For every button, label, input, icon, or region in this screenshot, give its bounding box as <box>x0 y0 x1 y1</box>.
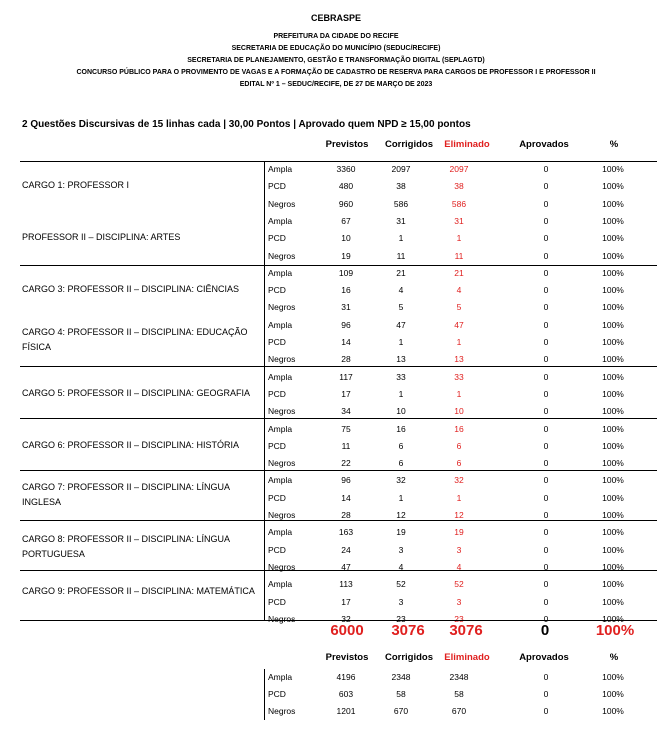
summary-column-divider <box>264 669 265 720</box>
value-cell: 100% <box>602 492 624 503</box>
value-cell: 2097 <box>391 164 411 174</box>
category-cell: Ampla <box>268 164 293 174</box>
category-cell: Ampla <box>268 672 293 682</box>
value-cell: 96 <box>341 319 351 330</box>
category-cell: PCD <box>268 181 286 192</box>
value-cell: 960 <box>338 198 354 209</box>
value-cell: 100% <box>602 164 624 174</box>
value-cell: 0 <box>543 250 549 261</box>
value-cell: 31 <box>341 302 351 313</box>
value-cell: 100% <box>602 319 624 330</box>
value-cell: 0 <box>543 388 549 399</box>
value-cell: 1 <box>456 388 462 399</box>
value-cell: 100% <box>602 354 624 365</box>
col2-corrigidos: Corrigidos <box>384 652 434 663</box>
value-cell: 10 <box>396 406 406 417</box>
value-cell: 21 <box>396 267 406 278</box>
value-cell: 163 <box>338 527 354 538</box>
value-cell: 100% <box>602 302 624 313</box>
table-row <box>266 542 656 559</box>
group-divider <box>20 418 657 419</box>
category-cell: Negros <box>268 510 296 520</box>
value-cell: 32 <box>454 475 464 486</box>
value-cell: 100% <box>602 672 624 682</box>
category-cell: PCD <box>268 337 286 347</box>
value-cell: 100% <box>602 544 624 555</box>
value-cell: 5 <box>456 302 462 313</box>
value-cell: 10 <box>454 406 464 417</box>
value-cell: 1 <box>398 492 404 503</box>
table-row <box>266 196 656 213</box>
value-cell: 4 <box>456 561 462 572</box>
category-cell: Ampla <box>268 319 293 330</box>
table-row <box>266 421 656 438</box>
value-cell: 17 <box>341 596 351 607</box>
value-cell: 1 <box>398 233 404 244</box>
value-cell: 5 <box>398 302 404 313</box>
category-cell: Ampla <box>268 215 293 226</box>
value-cell: 47 <box>396 319 406 330</box>
value-cell: 113 <box>339 579 353 590</box>
value-cell: 4 <box>398 561 404 572</box>
category-cell: Negros <box>268 613 296 624</box>
value-cell: 670 <box>393 706 409 716</box>
group-divider <box>20 265 657 266</box>
cargo-label: CARGO 8: PROFESSOR II – DISCIPLINA: LÍNGUA PORTUGUESA <box>22 534 230 560</box>
col2-eliminado: Eliminado <box>444 652 490 663</box>
value-cell: 100% <box>602 440 624 451</box>
value-cell: 0 <box>543 672 549 682</box>
value-cell: 6 <box>398 458 404 469</box>
category-cell: Negros <box>268 458 296 469</box>
total-percent: 100% <box>595 622 635 639</box>
category-cell: PCD <box>268 285 286 296</box>
value-cell: 19 <box>341 250 351 261</box>
table-row <box>266 178 656 195</box>
table-row <box>266 248 656 265</box>
value-cell: 0 <box>543 458 549 469</box>
category-cell: Negros <box>268 561 296 572</box>
category-cell: Negros <box>268 198 296 209</box>
value-cell: 24 <box>341 544 351 555</box>
cargo-label: CARGO 7: PROFESSOR II – DISCIPLINA: LÍNGUA INGLESA <box>22 482 230 508</box>
value-cell: 1201 <box>336 706 356 716</box>
value-cell: 33 <box>396 371 406 382</box>
value-cell: 47 <box>454 319 464 330</box>
value-cell: 0 <box>543 440 549 451</box>
value-cell: 1 <box>398 337 404 347</box>
value-cell: 52 <box>454 579 464 590</box>
header-line: CONCURSO PÚBLICO PARA O PROVIMENTO DE VAGAS E A FORMAÇÃO DE CADASTRO DE RESERVA PARA CARGOS DE PROFESSOR I E PROFESSOR II <box>76 69 596 76</box>
value-cell: 0 <box>543 510 549 520</box>
col2-aprovados: Aprovados <box>519 652 569 663</box>
cargo-label: CARGO 5: PROFESSOR II – DISCIPLINA: GEOGRAFIA <box>22 387 251 398</box>
value-cell: 14 <box>341 492 351 503</box>
total-corrigidos: 3076 <box>391 622 425 639</box>
value-cell: 52 <box>396 579 406 590</box>
cargo-label: CARGO 4: PROFESSOR II – DISCIPLINA: EDUCAÇÃO FÍSICA <box>22 326 248 352</box>
summary-row <box>266 703 656 720</box>
table-row <box>266 576 656 593</box>
value-cell: 33 <box>454 371 464 382</box>
value-cell: 3360 <box>336 164 356 174</box>
category-cell: PCD <box>268 596 286 607</box>
table-row <box>266 213 656 230</box>
group-divider <box>20 161 657 162</box>
table-row <box>266 559 656 576</box>
value-cell: 23 <box>396 613 406 624</box>
value-cell: 23 <box>454 613 464 624</box>
value-cell: 100% <box>602 689 624 699</box>
col2-previstos: Previstos <box>325 652 369 663</box>
value-cell: 586 <box>451 198 467 209</box>
value-cell: 100% <box>602 475 624 486</box>
value-cell: 0 <box>543 596 549 607</box>
category-cell: Negros <box>268 250 296 261</box>
category-cell: PCD <box>268 440 286 451</box>
category-cell: PCD <box>268 689 286 699</box>
table-row <box>266 386 656 403</box>
col-aprovados: Aprovados <box>519 139 569 150</box>
value-cell: 0 <box>543 689 549 699</box>
table-row <box>266 507 656 524</box>
value-cell: 12 <box>396 510 406 520</box>
total-eliminado: 3076 <box>449 622 483 639</box>
value-cell: 0 <box>543 406 549 417</box>
cargo-label: CARGO 9: PROFESSOR II – DISCIPLINA: MATEMÁTICA <box>22 586 255 597</box>
header-line: PREFEITURA DA CIDADE DO RECIFE <box>273 33 399 40</box>
col-corrigidos: Corrigidos <box>384 139 434 150</box>
value-cell: 0 <box>543 371 549 382</box>
value-cell: 100% <box>602 267 624 278</box>
table-row <box>266 594 656 611</box>
value-cell: 4196 <box>336 672 356 682</box>
value-cell: 670 <box>451 706 467 716</box>
table-row <box>266 524 656 541</box>
value-cell: 47 <box>341 561 351 572</box>
value-cell: 11 <box>396 250 406 261</box>
value-cell: 4 <box>456 285 462 296</box>
value-cell: 13 <box>396 354 406 365</box>
value-cell: 58 <box>396 689 406 699</box>
col-eliminado: Eliminado <box>444 139 490 150</box>
table-row <box>266 161 656 178</box>
group-divider <box>20 520 657 521</box>
category-cell: Ampla <box>268 579 293 590</box>
value-cell: 100% <box>602 423 624 434</box>
value-cell: 109 <box>338 267 354 278</box>
value-cell: 0 <box>543 181 549 192</box>
table-row <box>266 282 656 299</box>
value-cell: 480 <box>338 181 354 192</box>
value-cell: 31 <box>396 215 406 226</box>
value-cell: 3 <box>398 596 404 607</box>
table-row <box>266 317 656 334</box>
value-cell: 0 <box>543 706 549 716</box>
value-cell: 0 <box>543 527 549 538</box>
category-cell: Negros <box>268 354 296 365</box>
total-aprovados: 0 <box>540 622 550 639</box>
value-cell: 0 <box>543 354 549 365</box>
value-cell: 0 <box>543 215 549 226</box>
value-cell: 4 <box>398 285 404 296</box>
value-cell: 100% <box>602 215 624 226</box>
value-cell: 6 <box>398 440 404 451</box>
value-cell: 100% <box>602 527 624 538</box>
value-cell: 1 <box>456 233 462 244</box>
header-line: SECRETARIA DE PLANEJAMENTO, GESTÃO E TRANSFORMAÇÃO DIGITAL (SEPLAGTD) <box>187 57 485 64</box>
value-cell: 100% <box>602 250 624 261</box>
summary-row <box>266 686 656 703</box>
group-divider <box>20 570 657 571</box>
value-cell: 12 <box>454 510 464 520</box>
value-cell: 0 <box>543 198 549 209</box>
value-cell: 19 <box>454 527 464 538</box>
value-cell: 3 <box>456 544 462 555</box>
value-cell: 75 <box>341 423 351 434</box>
value-cell: 0 <box>543 561 549 572</box>
group-divider <box>20 366 657 367</box>
total-previstos: 6000 <box>330 622 364 639</box>
table-row <box>266 369 656 386</box>
category-cell: Ampla <box>268 527 293 538</box>
value-cell: 100% <box>602 613 624 624</box>
value-cell: 3 <box>456 596 462 607</box>
group-divider <box>20 620 657 621</box>
category-cell: PCD <box>268 388 286 399</box>
cargo-label: PROFESSOR II – DISCIPLINA: ARTES <box>22 231 181 242</box>
category-cell: Ampla <box>268 423 293 434</box>
value-cell: 0 <box>543 233 549 244</box>
value-cell: 21 <box>454 267 464 278</box>
header-line: EDITAL Nº 1 – SEDUC/RECIFE, DE 27 DE MARÇO DE 2023 <box>239 81 433 88</box>
value-cell: 14 <box>341 337 351 347</box>
value-cell: 38 <box>454 181 464 192</box>
header-lines <box>0 31 672 91</box>
category-cell: Ampla <box>268 475 293 486</box>
table-row <box>266 299 656 316</box>
value-cell: 32 <box>341 613 351 624</box>
value-cell: 10 <box>341 233 351 244</box>
category-cell: Negros <box>268 406 296 417</box>
table-row <box>266 472 656 489</box>
value-cell: 2348 <box>449 672 469 682</box>
value-cell: 0 <box>543 475 549 486</box>
col-percent: % <box>609 139 619 150</box>
value-cell: 17 <box>341 388 351 399</box>
summary-row <box>266 669 656 686</box>
header-line: SECRETARIA DE EDUCAÇÃO DO MUNICÍPIO (SEDUC/RECIFE) <box>231 45 441 52</box>
value-cell: 96 <box>341 475 351 486</box>
value-cell: 0 <box>543 164 549 174</box>
value-cell: 0 <box>543 267 549 278</box>
value-cell: 603 <box>338 689 354 699</box>
col-previstos: Previstos <box>325 139 369 150</box>
value-cell: 28 <box>341 354 351 365</box>
value-cell: 67 <box>341 215 351 226</box>
value-cell: 32 <box>396 475 406 486</box>
value-cell: 1 <box>456 492 462 503</box>
category-cell: Ampla <box>268 267 293 278</box>
value-cell: 6 <box>456 440 462 451</box>
value-cell: 6 <box>456 458 462 469</box>
col2-percent: % <box>609 652 619 663</box>
cargo-label: CARGO 1: PROFESSOR I <box>22 180 130 190</box>
value-cell: 38 <box>396 181 406 192</box>
value-cell: 0 <box>543 319 549 330</box>
value-cell: 586 <box>393 198 409 209</box>
value-cell: 100% <box>602 579 624 590</box>
category-cell: PCD <box>268 492 286 503</box>
category-cell: PCD <box>268 233 286 244</box>
value-cell: 11 <box>454 250 464 261</box>
cargo-label: CARGO 3: PROFESSOR II – DISCIPLINA: CIÊNCIAS <box>22 283 240 294</box>
value-cell: 11 <box>341 440 351 451</box>
table-row <box>266 438 656 455</box>
value-cell: 100% <box>602 233 624 244</box>
value-cell: 100% <box>602 388 624 399</box>
table-row <box>266 265 656 282</box>
value-cell: 1 <box>456 337 462 347</box>
value-cell: 3 <box>398 544 404 555</box>
group-divider <box>20 470 657 471</box>
value-cell: 16 <box>454 423 464 434</box>
column-divider <box>264 161 265 620</box>
value-cell: 28 <box>341 510 351 520</box>
value-cell: 100% <box>602 337 624 347</box>
value-cell: 0 <box>543 285 549 296</box>
table-row <box>266 490 656 507</box>
value-cell: 100% <box>602 561 624 572</box>
value-cell: 31 <box>454 215 464 226</box>
value-cell: 100% <box>602 198 624 209</box>
value-cell: 100% <box>602 181 624 192</box>
value-cell: 100% <box>602 596 624 607</box>
value-cell: 2097 <box>449 164 469 174</box>
value-cell: 100% <box>602 285 624 296</box>
category-cell: Ampla <box>268 371 293 382</box>
value-cell: 0 <box>543 423 549 434</box>
category-cell: Negros <box>268 302 296 313</box>
value-cell: 58 <box>454 689 464 699</box>
table-row <box>266 334 656 351</box>
value-cell: 100% <box>602 510 624 520</box>
value-cell: 100% <box>602 706 624 716</box>
table-row <box>266 230 656 247</box>
category-cell: PCD <box>268 544 286 555</box>
value-cell: 117 <box>339 371 353 382</box>
value-cell: 22 <box>341 458 351 469</box>
value-cell: 19 <box>396 527 406 538</box>
value-cell: 0 <box>543 613 549 624</box>
category-cell: Negros <box>268 706 296 716</box>
value-cell: 16 <box>396 423 406 434</box>
value-cell: 2348 <box>391 672 411 682</box>
value-cell: 0 <box>543 544 549 555</box>
value-cell: 0 <box>543 302 549 313</box>
org-title: CEBRASPE <box>310 13 361 23</box>
value-cell: 34 <box>341 406 351 417</box>
value-cell: 0 <box>543 337 549 347</box>
value-cell: 100% <box>602 406 624 417</box>
value-cell: 1 <box>398 388 404 399</box>
value-cell: 100% <box>602 371 624 382</box>
value-cell: 100% <box>602 458 624 469</box>
value-cell: 0 <box>543 579 549 590</box>
cargo-label: CARGO 6: PROFESSOR II – DISCIPLINA: HISTÓRIA <box>22 439 240 450</box>
value-cell: 16 <box>341 285 351 296</box>
value-cell: 0 <box>543 492 549 503</box>
exam-summary: 2 Questões Discursivas de 15 linhas cada | 30,00 Pontos | Aprovado quem NPD ≥ 15,00 pontos <box>22 119 471 130</box>
value-cell: 13 <box>454 354 464 365</box>
